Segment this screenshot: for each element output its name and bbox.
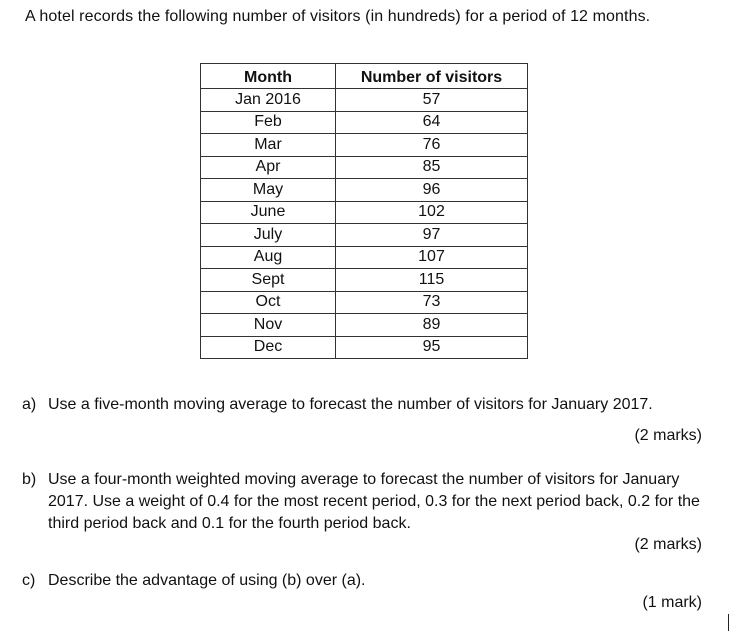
question-b: [22, 469, 712, 535]
question-c-text: Describe the advantage of using (b) over (a).: [48, 572, 366, 589]
question-c-label: c): [22, 572, 36, 589]
month-cell: Oct: [201, 291, 336, 314]
month-cell: July: [201, 224, 336, 247]
table-row: [201, 314, 528, 337]
month-cell: Sept: [201, 269, 336, 292]
month-cell: Mar: [201, 134, 336, 157]
table-row: [201, 89, 528, 112]
month-cell: Nov: [201, 314, 336, 337]
visitors-cell: 89: [336, 314, 528, 337]
visitors-cell: 64: [336, 111, 528, 134]
visitors-cell: 102: [336, 201, 528, 224]
visitors-cell: 95: [336, 336, 528, 359]
visitors-table: [200, 63, 528, 359]
table-row: [201, 269, 528, 292]
question-a: [22, 394, 712, 416]
month-cell: Jan 2016: [201, 89, 336, 112]
table-row: [201, 134, 528, 157]
table-row: [201, 179, 528, 202]
visitors-cell: 76: [336, 134, 528, 157]
text-cursor: [728, 614, 729, 631]
table-header-row: [201, 64, 528, 89]
visitors-cell: 97: [336, 224, 528, 247]
visitors-cell: 107: [336, 246, 528, 269]
table-row: [201, 111, 528, 134]
month-cell: June: [201, 201, 336, 224]
table-row: [201, 291, 528, 314]
question-c: [22, 570, 712, 592]
header-month: Month: [201, 64, 336, 89]
table-row: [201, 224, 528, 247]
intro-text: A hotel records the following number of visitors (in hundreds) for a period of 12 months.: [25, 8, 651, 25]
visitors-cell: 73: [336, 291, 528, 314]
table-row: [201, 336, 528, 359]
question-a-text: Use a five-month moving average to forecast the number of visitors for January 2017.: [48, 396, 653, 413]
question-c-marks: (1 mark): [642, 594, 702, 611]
question-b-label: b): [22, 471, 37, 488]
question-a-label: a): [22, 396, 37, 413]
visitors-cell: 115: [336, 269, 528, 292]
month-cell: May: [201, 179, 336, 202]
question-b-text: Use a four-month weighted moving average to forecast the number of visitors for January 2017. Use a weight of 0.4 for the most recent period, 0.3 for the next period back, 0.2 for the third period back and 0.1 for the fourth period back.: [48, 471, 700, 532]
visitors-cell: 85: [336, 156, 528, 179]
month-cell: Feb: [201, 111, 336, 134]
month-cell: Dec: [201, 336, 336, 359]
question-b-marks: (2 marks): [634, 536, 702, 553]
table-row: [201, 201, 528, 224]
visitors-cell: 96: [336, 179, 528, 202]
header-visitors: Number of visitors: [336, 64, 528, 89]
question-a-marks: (2 marks): [634, 427, 702, 444]
month-cell: Aug: [201, 246, 336, 269]
visitors-cell: 57: [336, 89, 528, 112]
month-cell: Apr: [201, 156, 336, 179]
table-row: [201, 246, 528, 269]
table-row: [201, 156, 528, 179]
